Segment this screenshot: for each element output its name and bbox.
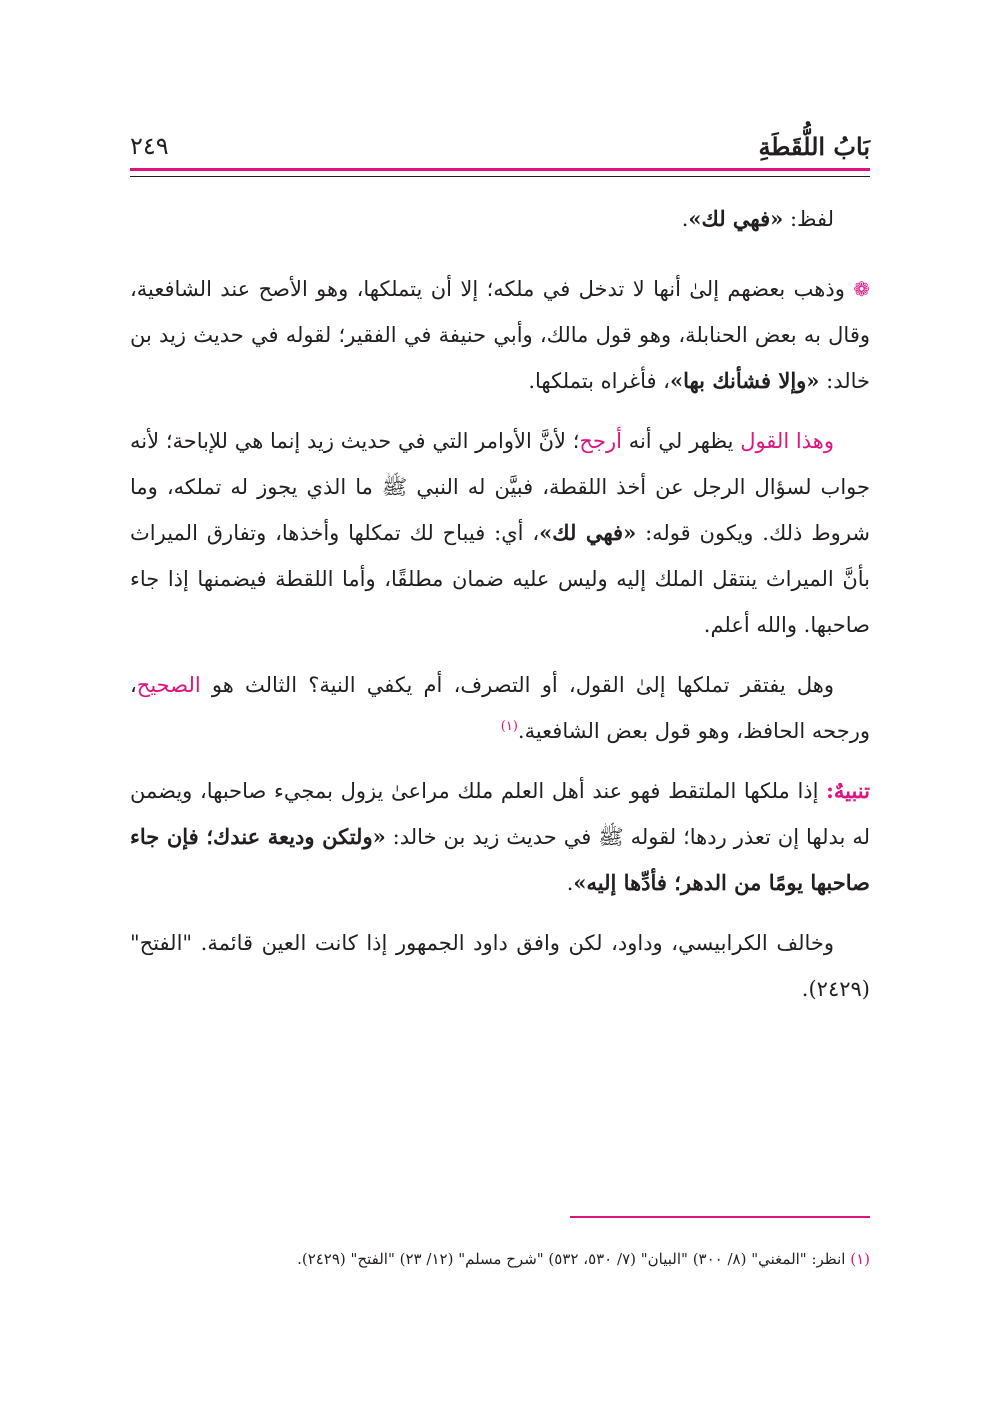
p4-text-2: ، ورجحه الحافظ، وهو قول بعض الشافعية. [130,673,870,743]
p4-text-1: وهل يفتقر تملكها إلىٰ القول، أو التصرف، أم يكفي النية؟ الثالث هو [200,673,834,697]
p4-colored: الصحيح [136,673,201,697]
chapter-title: بَابُ اللُّقَطَةِ [758,131,870,161]
paragraph-3 [130,418,870,648]
p5-text-2: . [566,871,574,895]
p3-quote: «فهي لك» [539,520,637,545]
p3-colored-2: أرجح [579,429,622,453]
paragraph-4 [130,662,870,754]
flower-ornament-icon: ❁ [853,277,870,301]
p3-colored-1: وهذا القول [740,429,834,453]
p1-quote: «فهي لك» [688,206,784,231]
p1-tail: . [681,207,689,231]
footnote-reference[interactable]: (١) [500,719,518,734]
header-rule-thick [130,168,870,171]
main-text [130,196,870,1026]
p3-text-3: ، أي: فيباح لك تمكلها وأخذها، وتفارق الميراث بأنَّ الميراث ينتقل الملك إليه وليس عليه ضمان مطلقًا، وأما اللقطة فيضمنها إذا جاء صاحبها. والله أعلم. [130,521,870,637]
paragraph-6 [130,920,870,1012]
paragraph-5 [130,768,870,906]
page-number: ٢٤٩ [130,132,169,160]
paragraph-2 [130,266,870,404]
p6-text: وخالف الكرابيسي، وداود، لكن وافق داود الجمهور إذا كانت العين قائمة. "الفتح" (٢٤٢٩). [130,931,870,1001]
p3-text-2: ؛ لأنَّ الأوامر التي في حديث زيد إنما هي للإباحة؛ لأنه جواب لسؤال الرجل عن أخذ اللقطة، فبيَّن له النبي ﷺ ما الذي يجوز له تملكه، وما شروط ذلك. ويكون قوله: [130,429,870,545]
header-rule-thin [130,176,870,177]
p2-quote: «وإلا فشأنك بها» [669,368,820,393]
footnote-number: (١) [850,1250,870,1268]
footnote-separator [570,1216,870,1218]
p2-text-1: وذهب بعضهم إلىٰ أنها لا تدخل في ملكه؛ إلا أن يتملكها، وهو الأصح عند الشافعية، وقال به بعض الحنابلة، وهو قول مالك، وأبي حنيفة في الفقير؛ لقوله في حديث زيد بن خالد: [130,277,870,393]
p3-text-1: يظهر لي أنه [621,429,741,453]
p5-quote: «ولتكن وديعة عندك؛ فإن جاء صاحبها يومًا من الدهر؛ فأدِّها إليه» [130,824,870,895]
paragraph-1 [130,196,870,242]
p1-lead: لفظ: [783,207,834,231]
running-header [130,128,870,164]
p2-text-2: ، فأغراه بتملكها. [528,369,670,393]
p5-label: تنبيهٌ: [826,778,870,803]
footnote [130,1246,870,1272]
p5-text-1: إذا ملكها الملتقط فهو عند أهل العلم ملك مراعىٰ يزول بمجيء صاحبها، ويضمن له بدلها إن تعذر ردها؛ لقوله ﷺ في حديث زيد بن خالد: [130,779,870,849]
footnote-text: انظر: "المغني" (٨/ ٣٠٠) "البيان" (٧/ ٥٣٠، ٥٣٢) "شرح مسلم" (١٢/ ٢٣) "الفتح" (٢٤٢٩). [297,1250,851,1268]
